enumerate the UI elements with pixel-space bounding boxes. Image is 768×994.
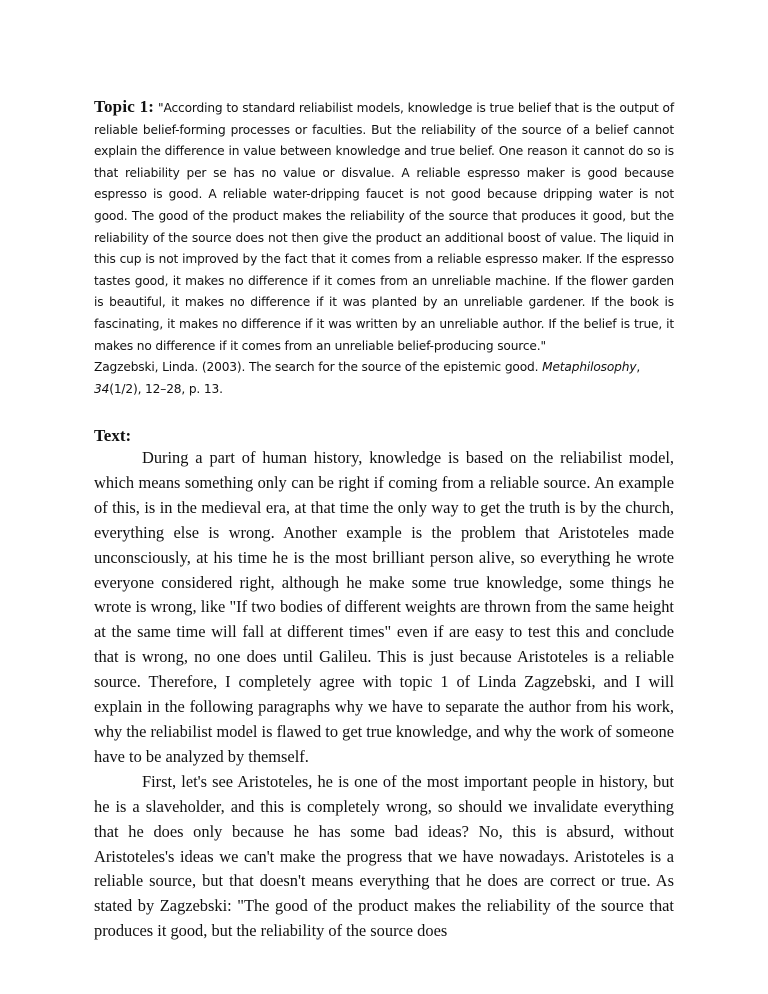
topic-quote: [94, 96, 674, 357]
citation-rest: (1/2), 12–28, p. 13.: [109, 381, 223, 396]
citation-journal: Metaphilosophy: [542, 360, 637, 375]
topic-quote-block: [94, 96, 674, 400]
essay-body: [94, 446, 674, 944]
text-heading: Text:: [94, 426, 132, 445]
essay-paragraph: During a part of human history, knowledge is based on the reliabilist model, which means something only can be right if coming from a reliable source. An example of this, is in the medieval era, at that time the only way to get the truth is by the church, everything else is wrong. Another example is the problem that Aristoteles made unconsciously, at his time he is the most brilliant person alive, so everything he wrote everyone considered right, although he make some true knowledge, some things he wrote is wrong, like "If two bodies of different weights are thrown from the same height at the same time will fall at different times" even if are easy to test this and conclude that is wrong, no one does until Galileu. This is just because Aristoteles is a reliable source. Therefore, I completely agree with topic 1 of Linda Zagzebski, and I will explain in the following paragraphs why we have to separate the author from his work, why the reliabilist model is flawed to get true knowledge, and why the work of someone have to be analyzed by themself.: [94, 448, 674, 766]
citation: [94, 357, 674, 400]
citation-volume: 34: [94, 381, 110, 396]
citation-prefix: Zagzebski, Linda. (2003). The search for the source of the epistemic good.: [94, 360, 543, 375]
essay-paragraph: First, let's see Aristoteles, he is one of the most important people in history, but he is a slaveholder, and this is completely wrong, so should we invalidate everything that he does only because he has some bad ideas? No, this is absurd, without Aristoteles's ideas we can't make the progress that we have nowadays. Aristoteles is a reliable source, but that doesn't means everything that he does are correct or true. As stated by Zagzebski: "The good of the product makes the reliability of the source that produces it good, but the reliability of the source does: [94, 771, 674, 941]
topic-label: Topic 1:: [94, 97, 155, 116]
topic-quote-text: "According to standard reliabilist models, knowledge is true belief that is the output of reliable belief-forming processes or faculties. But the reliability of the source of a belief cannot explain the difference in value between knowledge and true belief. One reason it cannot do so is that reliability per se has no value or disvalue. A reliable espresso maker is good because espresso is good. A reliable water-dripping faucet is not good because dripping water is not good. The good of the product makes the reliability of the source that produces it good, but the reliability of the source does not then give the product an additional boost of value. The liquid in this cup is not improved by the fact that it comes from a reliable espresso maker. If the espresso tastes good, it makes no difference if it comes from an unreliable machine. If the flower garden is beautiful, it makes no difference if it was planted by an unreliable gardener. If the book is fascinating, it makes no difference if it was written by an unreliable author. If the belief is true, it makes no difference if it comes from an unreliable belief-producing source.": [94, 101, 674, 353]
citation-sep: ,: [636, 360, 641, 375]
